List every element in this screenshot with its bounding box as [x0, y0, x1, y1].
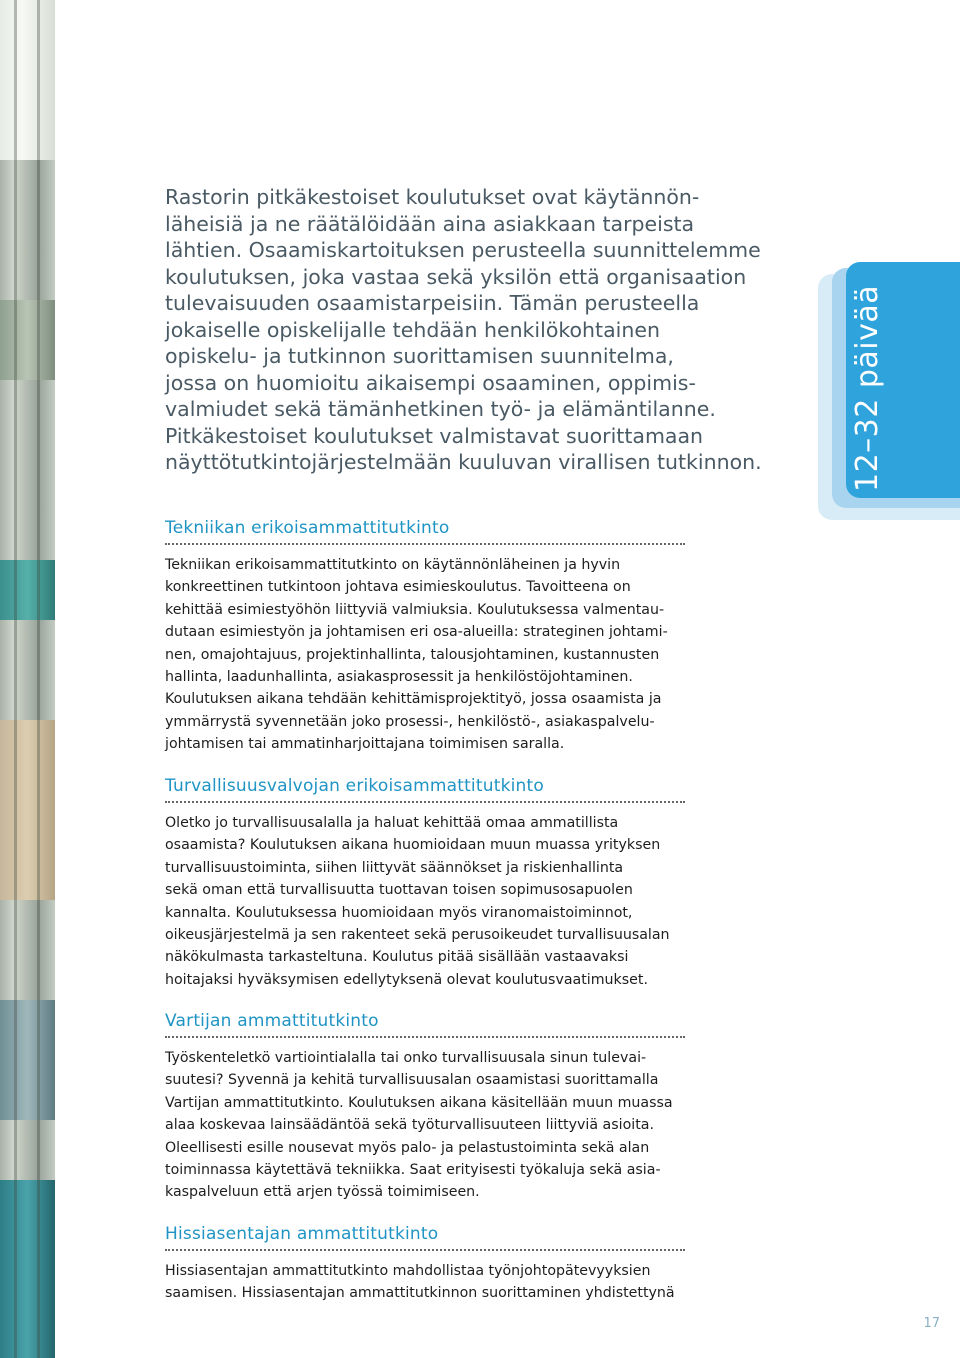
- body-line: dutaan esimiestyön ja johtamisen eri osa-alueilla: strateginen johtami-: [165, 624, 668, 641]
- section-body: [165, 1047, 685, 1204]
- body-line: kaspalveluun että arjen työssä toimimiseen.: [165, 1184, 480, 1201]
- section-hissiasentajan-ammattitutkinto: [165, 1224, 685, 1305]
- intro-line: Pitkäkestoiset koulutukset valmistavat suorittamaan: [165, 423, 704, 448]
- section-title: Turvallisuusvalvojan erikoisammattitutkinto: [165, 776, 685, 803]
- section-turvallisuusvalvojan-erikoisammattitutkinto: [165, 776, 685, 991]
- intro-line: valmiudet sekä tämänhetkinen työ- ja elämäntilanne.: [165, 397, 716, 421]
- body-line: suutesi? Syvennä ja kehitä turvallisuusalan osaamistasi suorittamalla: [165, 1072, 659, 1089]
- intro-line: opiskelu- ja tutkinnon suorittamisen suunnitelma,: [165, 344, 674, 368]
- body-line: kehittää esimiestyöhön liittyviä valmiuksia. Koulutuksessa valmentau-: [165, 601, 665, 618]
- intro-line: tulevaisuuden osaamistarpeisiin. Tämän perusteella: [165, 291, 700, 315]
- body-line: kannalta. Koulutuksessa huomioidaan myös viranomaistoiminnot,: [165, 904, 633, 921]
- body-line: ymmärrystä syvennetään joko prosessi-, henkilöstö-, asiakaspalvelu-: [165, 713, 655, 730]
- intro-line: läheisiä ja ne räätälöidään aina asiakkaan tarpeista: [165, 211, 695, 236]
- body-line: hoitajaksi hyväksymisen edellytyksenä olevat koulutusvaatimukset.: [165, 971, 648, 988]
- section-tekniikan-erikoisammattitutkinto: [165, 518, 685, 756]
- body-line: saamisen. Hissiasentajan ammattitutkinnon suorittaminen yhdistettynä: [165, 1285, 675, 1302]
- body-line: Oletko jo turvallisuusalalla ja haluat kehittää omaa ammatillista: [165, 815, 619, 831]
- body-line: Oleellisesti esille nousevat myös palo- ja pelastustoiminta sekä alan: [165, 1139, 650, 1156]
- body-line: Koulutuksen aikana tehdään kehittämisprojektityö, jossa osaamista ja: [165, 691, 662, 708]
- section-body: [165, 554, 685, 756]
- intro-line: lähtien. Osaamiskartoituksen perusteella suunnittelemme: [165, 238, 761, 262]
- section-title: Vartijan ammattitutkinto: [165, 1011, 685, 1038]
- section-body: [165, 812, 685, 991]
- body-line: Hissiasentajan ammattitutkinto mahdollistaa työnjohtopätevyyksien: [165, 1263, 651, 1279]
- intro-line: Rastorin pitkäkestoiset koulutukset ovat käytännön-: [165, 185, 700, 209]
- body-line: nen, omajohtajuus, projektinhallinta, talousjohtaminen, kustannusten: [165, 646, 660, 663]
- section-body: [165, 1260, 685, 1305]
- page-number: 17: [923, 1316, 940, 1331]
- section-vartijan-ammattitutkinto: [165, 1011, 685, 1204]
- body-line: johtamisen tai ammatinharjoittajana toimimisen saralla.: [165, 736, 565, 753]
- decorative-photo-strip: [0, 0, 55, 1358]
- intro-paragraph: [165, 184, 775, 476]
- body-line: hallinta, laadunhallinta, asiakasprosessit ja henkilöstöjohtaminen.: [165, 669, 633, 686]
- body-line: oikeusjärjestelmä ja sen rakenteet sekä perusoikeudet turvallisuusalan: [165, 927, 670, 944]
- intro-line: koulutuksen, joka vastaa sekä yksilön että organisaation: [165, 264, 747, 289]
- body-line: turvallisuustoiminta, siihen liittyvät säännökset ja riskienhallinta: [165, 859, 624, 876]
- body-line: sekä oman että turvallisuutta tuottavan toisen sopimusosapuolen: [165, 882, 633, 899]
- body-line: toiminnassa käytettävä tekniikka. Saat erityisesti työkaluja sekä asia-: [165, 1162, 661, 1179]
- body-line: alaa koskevaa lainsäädäntöä sekä työturvallisuuteen liittyviä asioita.: [165, 1117, 654, 1134]
- section-title: Tekniikan erikoisammattitutkinto: [165, 518, 685, 545]
- duration-badge-label: 12–32 päivää: [850, 284, 885, 492]
- body-line: Tekniikan erikoisammattitutkinto on käytännönläheinen ja hyvin: [165, 557, 621, 573]
- intro-line: jokaiselle opiskelijalle tehdään henkilökohtainen: [165, 317, 660, 342]
- body-line: näkökulmasta tarkasteltuna. Koulutus pitää sisällään vastaavaksi: [165, 949, 629, 966]
- body-line: osaamista? Koulutuksen aikana huomioidaan muun muassa yrityksen: [165, 837, 661, 854]
- intro-line: jossa on huomioitu aikaisempi osaaminen, oppimis-: [165, 370, 696, 395]
- body-line: konkreettinen tutkintoon johtava esimieskoulutus. Tavoitteena on: [165, 579, 631, 596]
- intro-line: näyttötutkintojärjestelmään kuuluvan virallisen tutkinnon.: [165, 450, 762, 474]
- section-title: Hissiasentajan ammattitutkinto: [165, 1224, 685, 1251]
- body-line: Työskenteletkö vartiointialalla tai onko turvallisuusala sinun tulevai-: [165, 1050, 647, 1066]
- body-line: Vartijan ammattitutkinto. Koulutuksen aikana käsitellään muun muassa: [165, 1094, 673, 1111]
- duration-badge: [818, 262, 958, 520]
